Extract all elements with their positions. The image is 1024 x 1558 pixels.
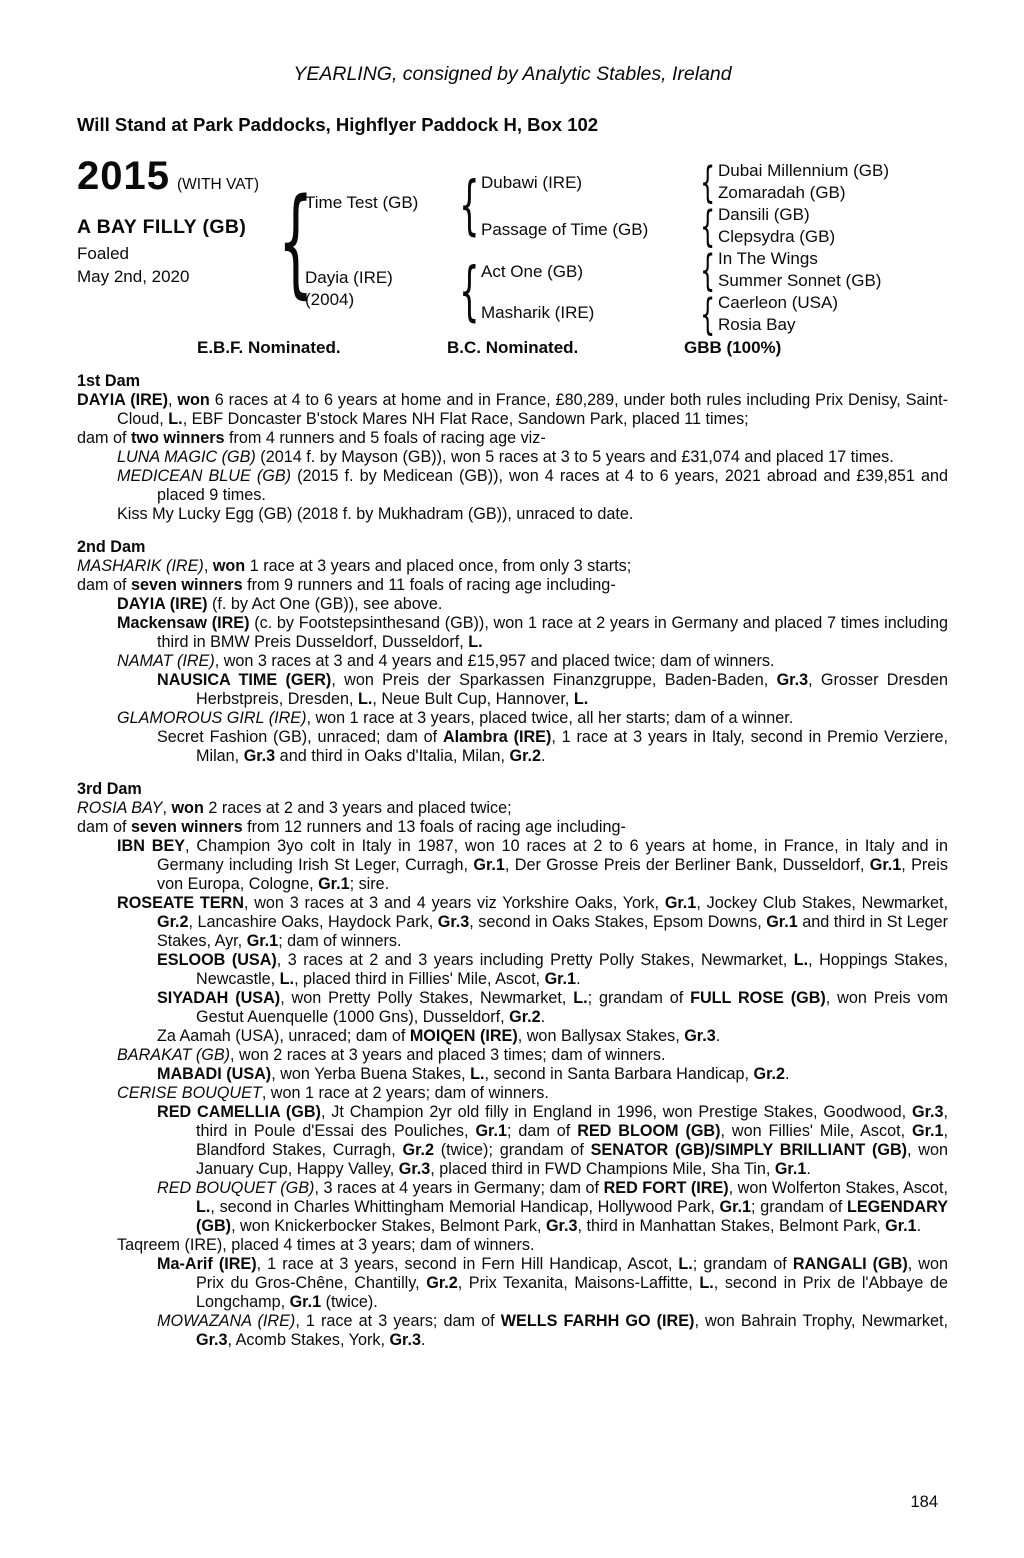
text-run: Gr.1 bbox=[289, 1293, 322, 1311]
text-run: , Lancashire Oaks, Haydock Park, bbox=[188, 913, 438, 931]
grandsire-name: Dubawi (IRE) bbox=[481, 173, 583, 192]
text-run: (twice); grandam of bbox=[434, 1141, 591, 1159]
page-number: 184 bbox=[910, 1493, 938, 1511]
text-run: 1 race at 3 years and placed once, from only 3 starts; bbox=[245, 557, 632, 575]
text-run: Gr.1 bbox=[766, 913, 798, 931]
pedigree-paragraph bbox=[77, 1027, 948, 1046]
text-run: , bbox=[203, 557, 213, 575]
text-run: Gr.3 bbox=[912, 1103, 944, 1121]
text-run: LUNA MAGIC (GB) bbox=[117, 448, 256, 466]
great-grandsire-name: Dansili (GB) bbox=[718, 205, 810, 224]
dam-section bbox=[77, 372, 948, 524]
text-run: , Jt Champion 2yr old filly in England in 1996, won Prestige Stakes, Goodwood, bbox=[320, 1103, 913, 1121]
text-run: (c. by Footstepsinthesand (GB)), won 1 race at 2 years in Germany and placed 7 times including third in BMW Preis Dusseldorf, Dusseldorf, bbox=[157, 614, 948, 651]
great-granddam-name: Zomaradah (GB) bbox=[718, 183, 846, 202]
pedigree-paragraph bbox=[77, 1255, 948, 1312]
pedigree-paragraph bbox=[77, 837, 948, 894]
pedigree-paragraph bbox=[77, 1179, 948, 1236]
text-run: ; dam of bbox=[506, 1122, 578, 1140]
text-run: , second in Charles Whittingham Memorial Handicap, Hollywood Park, bbox=[210, 1198, 720, 1216]
text-run: L. bbox=[678, 1255, 693, 1273]
pedigree-paragraph bbox=[77, 505, 948, 524]
text-run: and third in St Leger Stakes, Ayr, bbox=[157, 913, 949, 950]
text-run: NAMAT (IRE) bbox=[117, 652, 215, 670]
text-run: IBN BEY bbox=[117, 837, 186, 855]
text-run: , Jockey Club Stakes, Newmarket, bbox=[696, 894, 949, 912]
text-run: Gr.1 bbox=[473, 856, 505, 874]
text-run: Gr.1 bbox=[719, 1198, 752, 1216]
lot-info-block bbox=[77, 154, 259, 288]
pedigree-paragraph bbox=[77, 1084, 948, 1103]
pedigree-paragraph bbox=[77, 557, 948, 576]
pedigree-paragraph bbox=[77, 448, 948, 467]
pedigree-paragraph bbox=[77, 576, 948, 595]
text-run: Gr.2 bbox=[426, 1274, 458, 1292]
text-run: SENATOR (GB)/SIMPLY BRILLIANT (GB) bbox=[590, 1141, 908, 1159]
text-run: , second in Oaks Stakes, Epsom Downs, bbox=[469, 913, 767, 931]
text-run: , Acomb Stakes, York, bbox=[227, 1331, 390, 1349]
great-grandsire-name: In The Wings bbox=[718, 249, 818, 268]
text-run: , won Fillies' Mile, Ascot, bbox=[720, 1122, 913, 1140]
text-run: Gr.3 bbox=[243, 747, 276, 765]
text-run: ESLOOB (USA) bbox=[157, 951, 277, 969]
text-run: BARAKAT (GB) bbox=[117, 1046, 231, 1064]
text-run: ; grandam of bbox=[751, 1198, 847, 1216]
text-run: Gr.3 bbox=[776, 671, 809, 689]
text-run: Gr.3 bbox=[545, 1217, 578, 1235]
text-run: (2014 f. by Mayson (GB)), won 5 races at 3 to 5 years and £31,074 and placed 17 times. bbox=[255, 448, 894, 466]
bc-nomination: B.C. Nominated. bbox=[447, 338, 579, 357]
text-run: Gr.2 bbox=[402, 1141, 435, 1159]
text-run: . bbox=[785, 1065, 790, 1083]
text-run: Gr.3 bbox=[196, 1331, 228, 1349]
pedigree-table bbox=[77, 150, 948, 340]
text-run: L. bbox=[470, 1065, 485, 1083]
text-run: Taqreem (IRE), placed 4 times at 3 years; dam of winners. bbox=[117, 1236, 535, 1254]
text-run: , 3 races at 4 years in Germany; dam of bbox=[314, 1179, 604, 1197]
pedigree-paragraph bbox=[77, 467, 948, 505]
pedigree-paragraph bbox=[77, 951, 948, 989]
vat-note: (WITH VAT) bbox=[176, 176, 260, 193]
text-run: , third in Manhattan Stakes, Belmont Park, bbox=[577, 1217, 886, 1235]
text-run: dam of bbox=[77, 576, 131, 594]
text-run: (twice). bbox=[321, 1293, 378, 1311]
granddam-name: Passage of Time (GB) bbox=[481, 220, 649, 239]
text-run: , Neue Bult Cup, Hannover, bbox=[372, 690, 574, 708]
pedigree-paragraph bbox=[77, 728, 948, 766]
granddam-name: Masharik (IRE) bbox=[481, 303, 595, 322]
text-run: , won Ballysax Stakes, bbox=[517, 1027, 685, 1045]
text-run: CERISE BOUQUET bbox=[117, 1084, 262, 1102]
pedigree-paragraph bbox=[77, 429, 948, 448]
text-run: . bbox=[576, 970, 581, 988]
text-run: , won 2 races at 3 years and placed 3 times; dam of winners. bbox=[230, 1046, 666, 1064]
text-run: RANGALI (GB) bbox=[792, 1255, 908, 1273]
text-run: GLAMOROUS GIRL (IRE) bbox=[117, 709, 307, 727]
text-run: seven winners bbox=[131, 576, 243, 594]
lot-line bbox=[77, 154, 259, 199]
text-run: Gr.3 bbox=[437, 913, 470, 931]
ebf-nomination: E.B.F. Nominated. bbox=[197, 338, 341, 357]
great-grandparents-pair bbox=[718, 160, 889, 204]
sire-name: Time Test (GB) bbox=[305, 193, 419, 212]
text-run: Secret Fashion (GB), unraced; dam of bbox=[157, 728, 443, 746]
pedigree-paragraph bbox=[77, 709, 948, 728]
text-run: Alambra (IRE) bbox=[442, 728, 552, 746]
text-run: Gr.1 bbox=[869, 856, 902, 874]
text-run: won bbox=[177, 391, 210, 409]
pedigree-paragraph bbox=[77, 1065, 948, 1084]
text-run: two winners bbox=[131, 429, 225, 447]
text-run: L. bbox=[357, 690, 373, 708]
text-run: Gr.3 bbox=[398, 1160, 431, 1178]
text-run: Gr.1 bbox=[475, 1122, 507, 1140]
text-run: won bbox=[212, 557, 246, 575]
text-run: L. bbox=[699, 1274, 714, 1292]
text-run: ; grandam of bbox=[692, 1255, 793, 1273]
pedigree-paragraph bbox=[77, 894, 948, 951]
text-run: Gr.1 bbox=[912, 1122, 944, 1140]
text-run: MABADI (USA) bbox=[157, 1065, 272, 1083]
pedigree-paragraph bbox=[77, 989, 948, 1027]
text-run: MOWAZANA (IRE) bbox=[157, 1312, 296, 1330]
text-run: Gr.3 bbox=[684, 1027, 716, 1045]
text-run: , Hoppings Stakes, Newcastle, bbox=[196, 951, 949, 988]
text-run: , second in Prix de l'Abbaye de Longchamp, bbox=[196, 1274, 948, 1311]
section-heading: 2nd Dam bbox=[77, 538, 146, 556]
text-run: L. bbox=[573, 989, 588, 1007]
text-run: NAUSICA TIME (GER) bbox=[157, 671, 332, 689]
text-run: MASHARIK (IRE) bbox=[77, 557, 204, 575]
foaled-label: Foaled bbox=[77, 244, 129, 263]
text-run: , 1 race at 3 years in Italy, second in Premio Verziere, Milan, bbox=[196, 728, 948, 765]
text-run: seven winners bbox=[131, 818, 243, 836]
great-grandparents-pair bbox=[718, 204, 835, 248]
text-run: Gr.1 bbox=[318, 875, 350, 893]
pedigree-sections bbox=[77, 372, 948, 1350]
text-run: , won Preis der Sparkassen Finanzgruppe, Baden-Baden, bbox=[331, 671, 777, 689]
text-run: , Grosser Dresden Herbstpreis, Dresden, bbox=[196, 671, 948, 708]
text-run: ROSEATE TERN bbox=[117, 894, 244, 912]
text-run: L. bbox=[279, 970, 295, 988]
nominations-row bbox=[77, 338, 948, 360]
great-grandsire-name: Dubai Millennium (GB) bbox=[718, 161, 889, 180]
text-run: , 1 race at 3 years, second in Fern Hill Handicap, Ascot, bbox=[256, 1255, 679, 1273]
text-run: , won Yerba Buena Stakes, bbox=[271, 1065, 471, 1083]
text-run: . bbox=[540, 1008, 546, 1026]
pedigree-paragraph bbox=[77, 391, 948, 429]
text-run: L. bbox=[573, 690, 589, 708]
text-run: Mackensaw (IRE) bbox=[117, 614, 250, 632]
text-run: Gr.1 bbox=[246, 932, 279, 950]
text-run: , bbox=[167, 391, 178, 409]
text-run: won bbox=[171, 799, 204, 817]
great-granddam-name: Rosia Bay bbox=[718, 315, 796, 334]
text-run: LEGENDARY (GB) bbox=[196, 1198, 948, 1235]
text-run: Kiss My Lucky Egg (GB) (2018 f. by Mukhadram (GB)), unraced to date. bbox=[117, 505, 634, 523]
lot-year: 2015 bbox=[77, 154, 170, 198]
text-run: dam of bbox=[77, 818, 131, 836]
text-run: , won Bahrain Trophy, Newmarket, bbox=[694, 1312, 948, 1330]
text-run: , EBF Doncaster B'stock Mares NH Flat Race, Sandown Park, placed 11 times; bbox=[182, 410, 749, 428]
text-run: from 12 runners and 13 foals of racing age including- bbox=[242, 818, 626, 836]
text-run: Gr.2 bbox=[509, 1008, 541, 1026]
text-run: , won Prix du Gros-Chêne, Chantilly, bbox=[196, 1255, 948, 1292]
text-run: , won January Cup, Happy Valley, bbox=[196, 1141, 948, 1178]
page-title: YEARLING, consigned by Analytic Stables, Ireland bbox=[293, 63, 732, 85]
text-run: Gr.1 bbox=[885, 1217, 917, 1235]
text-run: , 1 race at 3 years; dam of bbox=[295, 1312, 501, 1330]
text-run: SIYADAH (USA) bbox=[157, 989, 281, 1007]
text-run: from 4 runners and 5 foals of racing age viz- bbox=[224, 429, 546, 447]
dam-section bbox=[77, 780, 948, 1350]
great-grandsire-name: Caerleon (USA) bbox=[718, 293, 838, 312]
great-granddam-name: Summer Sonnet (GB) bbox=[718, 271, 882, 290]
great-grandparents-pair bbox=[718, 292, 838, 336]
brace-glyph: { bbox=[700, 158, 716, 208]
text-run: , won 3 races at 3 and 4 years viz Yorkshire Oaks, York, bbox=[243, 894, 665, 912]
horse-description: A BAY FILLY (GB) bbox=[77, 216, 247, 238]
text-run: . bbox=[715, 1027, 721, 1045]
pedigree-paragraph bbox=[77, 1103, 948, 1179]
text-run: RED CAMELLIA (GB) bbox=[157, 1103, 321, 1121]
text-run: 6 races at 4 to 6 years at home and in France, £80,289, under both rules including Prix Denisy, Saint-Cloud, bbox=[117, 391, 948, 428]
text-run: RED BOUQUET (GB) bbox=[157, 1179, 315, 1197]
text-run: . bbox=[420, 1331, 426, 1349]
text-run: , Blandford Stakes, Curragh, bbox=[196, 1122, 949, 1159]
text-run: RED BLOOM (GB) bbox=[577, 1122, 721, 1140]
text-run: L. bbox=[196, 1198, 211, 1216]
section-heading: 1st Dam bbox=[77, 372, 140, 390]
pedigree-paragraph bbox=[77, 1236, 948, 1255]
brace-glyph: { bbox=[700, 202, 716, 252]
text-run: . bbox=[541, 747, 546, 765]
great-granddam-name: Clepsydra (GB) bbox=[718, 227, 836, 246]
text-run: Gr.2 bbox=[157, 913, 189, 931]
brace-glyph: { bbox=[700, 246, 716, 296]
text-run: L. bbox=[468, 633, 483, 651]
text-run: , won Pretty Polly Stakes, Newmarket, bbox=[280, 989, 574, 1007]
text-run: MEDICEAN BLUE (GB) bbox=[117, 467, 292, 485]
text-run: , third in Poule d'Essai des Pouliches, bbox=[196, 1103, 949, 1140]
text-run: from 9 runners and 11 foals of racing age including- bbox=[242, 576, 616, 594]
text-run: , placed third in Fillies' Mile, Ascot, bbox=[294, 970, 545, 988]
text-run: ; sire. bbox=[349, 875, 390, 893]
text-run: DAYIA (IRE) bbox=[117, 595, 208, 613]
stand-location-line: Will Stand at Park Paddocks, Highflyer Paddock H, Box 102 bbox=[77, 114, 599, 135]
gbb-note: GBB (100%) bbox=[684, 338, 782, 357]
brace-glyph: { bbox=[277, 173, 314, 311]
pedigree-paragraph bbox=[77, 671, 948, 709]
text-run: (f. by Act One (GB)), see above. bbox=[207, 595, 443, 613]
text-run: Ma-Arif (IRE) bbox=[157, 1255, 257, 1273]
text-run: . bbox=[916, 1217, 922, 1235]
text-run: 2 races at 2 and 3 years and placed twice; bbox=[203, 799, 512, 817]
text-run: and third in Oaks d'Italia, Milan, bbox=[275, 747, 510, 765]
text-run: , placed third in FWD Champions Mile, Sha Tin, bbox=[430, 1160, 775, 1178]
great-grandparents-pair bbox=[718, 248, 881, 292]
text-run: , Champion 3yo colt in Italy in 1987, won 10 races at 2 to 6 years at home, in France, in Italy and in Germany including Irish St Leger, Curragh, bbox=[157, 837, 948, 874]
text-run: , won 1 race at 2 years; dam of winners. bbox=[261, 1084, 549, 1102]
pedigree-paragraph bbox=[77, 799, 948, 818]
brace-glyph: { bbox=[459, 169, 480, 243]
dam-year: (2004) bbox=[305, 290, 355, 309]
text-run: ; grandam of bbox=[587, 989, 691, 1007]
text-run: , won Preis vom Gestut Auenquelle (1000 Gns), Dusseldorf, bbox=[196, 989, 948, 1026]
text-run: , won 3 races at 3 and 4 years and £15,957 and placed twice; dam of winners. bbox=[214, 652, 775, 670]
text-run: Gr.1 bbox=[664, 894, 697, 912]
text-run: , second in Santa Barbara Handicap, bbox=[484, 1065, 754, 1083]
text-run: , Prix Texanita, Maisons-Laffitte, bbox=[457, 1274, 700, 1292]
text-run: , won 1 race at 3 years, placed twice, all her starts; dam of a winner. bbox=[306, 709, 794, 727]
grandsire-name: Act One (GB) bbox=[481, 262, 584, 281]
text-run: Gr.3 bbox=[389, 1331, 421, 1349]
brace-glyph: { bbox=[459, 255, 480, 329]
foaled-date: May 2nd, 2020 bbox=[77, 267, 190, 286]
dam-name: Dayia (IRE) bbox=[305, 268, 393, 287]
text-run: FULL ROSE (GB) bbox=[690, 989, 826, 1007]
text-run: Gr.1 bbox=[544, 970, 577, 988]
text-run: ROSIA BAY bbox=[77, 799, 163, 817]
text-run: . bbox=[806, 1160, 811, 1178]
brace-glyph: { bbox=[700, 290, 716, 340]
text-run: , Der Grosse Preis der Berliner Bank, Dusseldorf, bbox=[504, 856, 870, 874]
pedigree-paragraph bbox=[77, 1312, 948, 1350]
text-run: ; dam of winners. bbox=[278, 932, 402, 950]
text-run: WELLS FARHH GO (IRE) bbox=[500, 1312, 695, 1330]
text-run: MOIQEN (IRE) bbox=[409, 1027, 518, 1045]
pedigree-paragraph bbox=[77, 818, 948, 837]
dam-section bbox=[77, 538, 948, 766]
pedigree-paragraph bbox=[77, 652, 948, 671]
text-run: , won Wolferton Stakes, Ascot, bbox=[728, 1179, 948, 1197]
text-run: Gr.2 bbox=[753, 1065, 786, 1083]
text-run: DAYIA (IRE) bbox=[77, 391, 168, 409]
text-run: , won Knickerbocker Stakes, Belmont Park, bbox=[231, 1217, 546, 1235]
text-run: L. bbox=[793, 951, 809, 969]
pedigree-paragraph bbox=[77, 1046, 948, 1065]
text-run: RED FORT (IRE) bbox=[603, 1179, 729, 1197]
text-run: (2015 f. by Medicean (GB)), won 4 races at 4 to 6 years, 2021 abroad and £39,851 and placed 9 times. bbox=[157, 467, 948, 504]
text-run: Za Aamah (USA), unraced; dam of bbox=[157, 1027, 410, 1045]
text-run: Gr.2 bbox=[509, 747, 542, 765]
text-run: Gr.1 bbox=[774, 1160, 807, 1178]
text-run: , 3 races at 2 and 3 years including Pretty Polly Stakes, Newmarket, bbox=[276, 951, 794, 969]
text-run: L. bbox=[168, 410, 183, 428]
text-run: , bbox=[162, 799, 172, 817]
text-run: , Preis von Europa, Cologne, bbox=[157, 856, 948, 893]
pedigree-paragraph bbox=[77, 595, 948, 614]
section-heading: 3rd Dam bbox=[77, 780, 142, 798]
text-run: dam of bbox=[77, 429, 131, 447]
pedigree-paragraph bbox=[77, 614, 948, 652]
